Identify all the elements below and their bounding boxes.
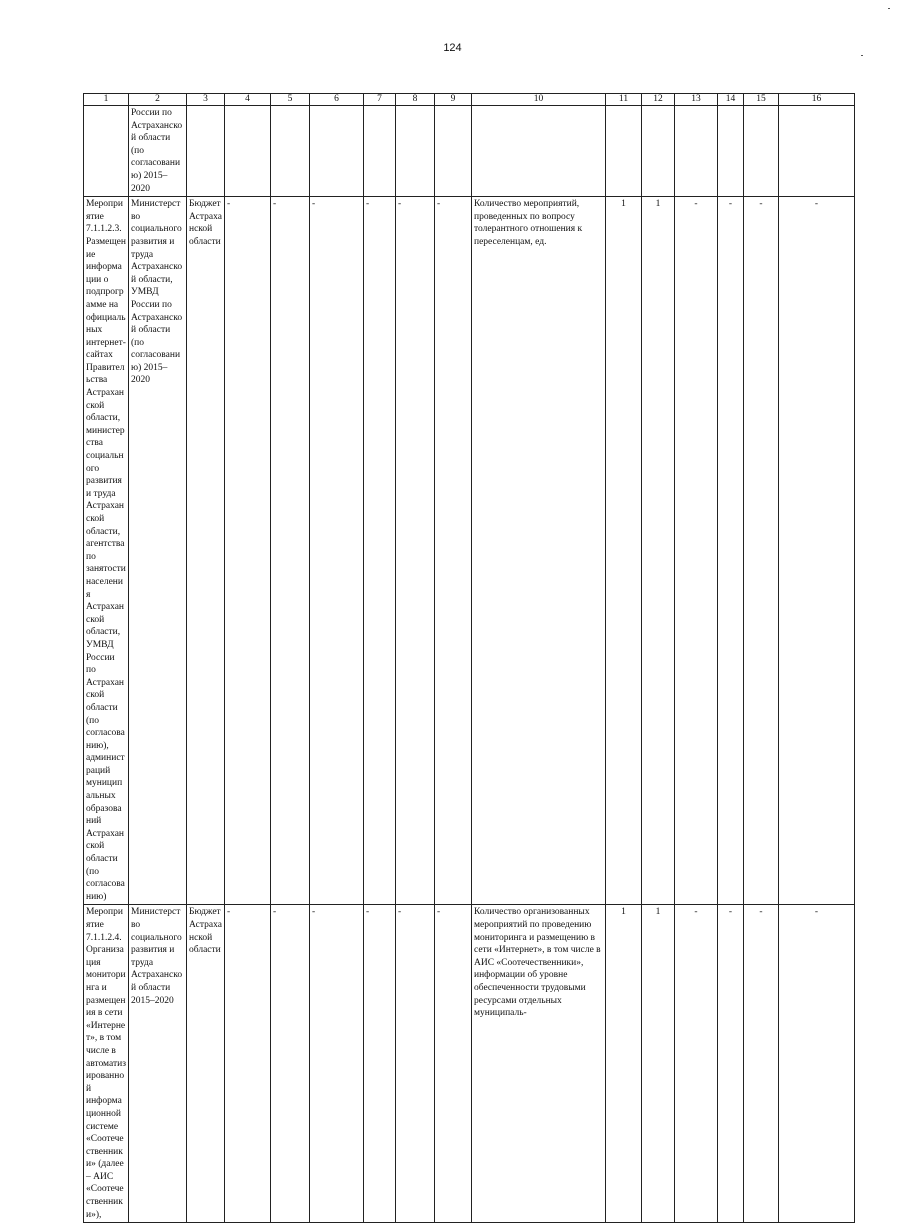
column-header: 12: [642, 94, 675, 106]
indicator-value-cell: -: [779, 197, 855, 905]
column-header: 4: [225, 94, 271, 106]
column-header: 10: [472, 94, 606, 106]
value-cell: [271, 106, 310, 197]
value-cell: -: [435, 197, 472, 905]
value-cell: -: [435, 905, 472, 1223]
indicator-value-cell: -: [744, 905, 779, 1223]
table-row: [84, 106, 855, 197]
program-table-container: [83, 93, 854, 1220]
executor-cell: России по Астраханской области (по согласованию) 2015–2020: [129, 106, 187, 197]
column-header: 7: [364, 94, 396, 106]
indicator-value-cell: [779, 106, 855, 197]
table-row: [84, 905, 855, 1223]
indicator-value-cell: -: [779, 905, 855, 1223]
indicator-cell: Количество организованных мероприятий по проведению мониторинга и размещению в сети «Интернет», в том числе в АИС «Соотечественники», информации об уровне обеспеченности трудовыми ресурсами отдельных муниципаль-: [472, 905, 606, 1223]
indicator-value-cell: -: [675, 905, 718, 1223]
value-cell: -: [364, 905, 396, 1223]
indicator-value-cell: 1: [642, 197, 675, 905]
value-cell: -: [364, 197, 396, 905]
value-cell: -: [310, 905, 364, 1223]
column-header: 11: [606, 94, 642, 106]
column-header: 1: [84, 94, 129, 106]
indicator-value-cell: 1: [606, 197, 642, 905]
indicator-value-cell: -: [675, 197, 718, 905]
indicator-value-cell: [718, 106, 744, 197]
indicator-cell: [472, 106, 606, 197]
funding-source-cell: Бюджет Астраханской области: [187, 905, 225, 1223]
column-header: 2: [129, 94, 187, 106]
table-row: [84, 197, 855, 905]
page-number: 124: [443, 42, 462, 54]
value-cell: -: [310, 197, 364, 905]
column-header: 5: [271, 94, 310, 106]
value-cell: [310, 106, 364, 197]
value-cell: -: [225, 905, 271, 1223]
value-cell: [225, 106, 271, 197]
value-cell: -: [271, 905, 310, 1223]
value-cell: [396, 106, 435, 197]
scan-speck: [888, 8, 890, 9]
value-cell: [435, 106, 472, 197]
column-header: 16: [779, 94, 855, 106]
column-header: 8: [396, 94, 435, 106]
column-header: 15: [744, 94, 779, 106]
value-cell: -: [396, 905, 435, 1223]
value-cell: -: [225, 197, 271, 905]
scan-speck: [861, 55, 863, 56]
program-table: [83, 93, 855, 1223]
funding-source-cell: [187, 106, 225, 197]
indicator-value-cell: -: [718, 905, 744, 1223]
column-header: 3: [187, 94, 225, 106]
indicator-value-cell: -: [718, 197, 744, 905]
indicator-value-cell: [675, 106, 718, 197]
header-row: [84, 94, 855, 106]
indicator-value-cell: -: [744, 197, 779, 905]
indicator-value-cell: [606, 106, 642, 197]
column-header: 14: [718, 94, 744, 106]
executor-cell: Министерство социального развития и труда Астраханской области, УМВД России по Астраханской области (по согласованию) 2015–2020: [129, 197, 187, 905]
indicator-value-cell: 1: [606, 905, 642, 1223]
column-header: 6: [310, 94, 364, 106]
value-cell: [364, 106, 396, 197]
activity-cell: Мероприятие 7.1.1.2.3. Размещение информации о подпрограмме на официальных интернет-сайтах Правительства Астраханской области, министерства социального развития и труда Астраханской области, агентства по занятости населения Астраханской области, УМВД России по Астраханской области (по согласованию), администраций муниципальных образований Астраханской области (по согласованию): [84, 197, 129, 905]
indicator-value-cell: 1: [642, 905, 675, 1223]
column-header: 9: [435, 94, 472, 106]
activity-cell: [84, 106, 129, 197]
indicator-value-cell: [744, 106, 779, 197]
value-cell: -: [271, 197, 310, 905]
value-cell: -: [396, 197, 435, 905]
funding-source-cell: Бюджет Астраханской области: [187, 197, 225, 905]
executor-cell: Министерство социального развития и труда Астраханской области 2015–2020: [129, 905, 187, 1223]
column-header: 13: [675, 94, 718, 106]
indicator-cell: Количество мероприятий, проведенных по вопросу толерантного отношения к переселенцам, ед.: [472, 197, 606, 905]
activity-cell: Мероприятие 7.1.1.2.4. Организация мониторинга и размещения в сети «Интернет», в том числе в автоматизированной информационной системе «Соотечественники» (далее – АИС «Соотечественники»),: [84, 905, 129, 1223]
indicator-value-cell: [642, 106, 675, 197]
